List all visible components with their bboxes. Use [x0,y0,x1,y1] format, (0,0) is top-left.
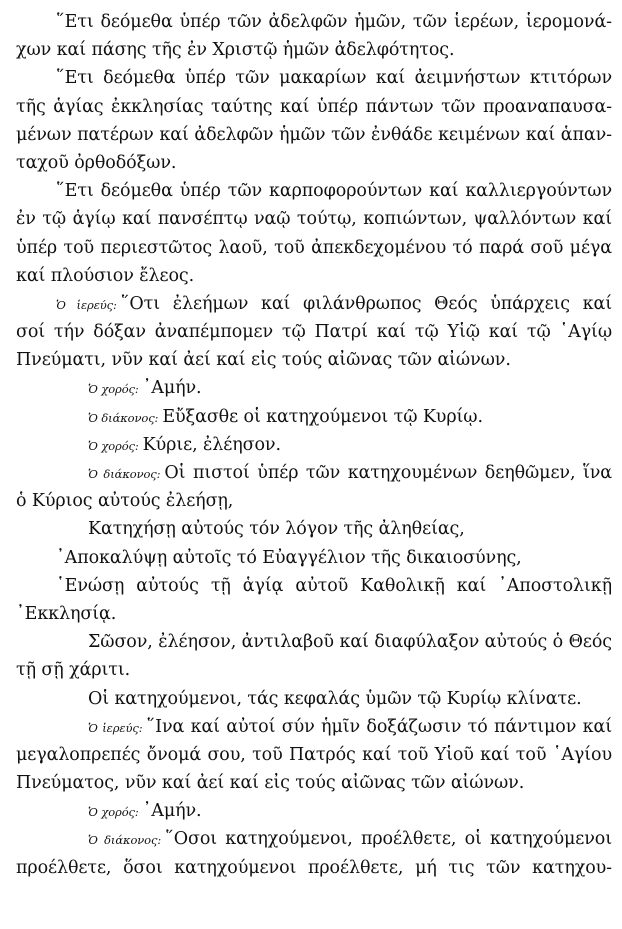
text-line: χων καί πάσης τῆς ἐν Χριστῷ ἡμῶν ἀδελφότητος. [16,40,455,61]
speaker-line [16,403,612,431]
speaker-line [16,431,612,459]
text-line: ταχοῦ ὀρθοδόξων. [16,152,177,173]
text-span: Εὔξασθε οἱ κατηχούμενοι τῷ Κυρίῳ. [162,406,483,427]
speaker-label: Ὁ χορός: [88,805,139,820]
text-line: ὑπέρ τοῦ περιεστῶτος λαοῦ, τοῦ ἀπεκδεχομένου τό παρά σοῦ μέγα [16,237,612,258]
text-line: προέλθετε, ὅσοι κατηχούμενοι προέλθετε, μή τις τῶν κατηχου- [16,857,612,878]
text-line: ᾿Εκκλησίᾳ. [16,603,117,624]
text-line: ῞Ετι δεόμεθα ὑπέρ τῶν μακαρίων καί ἀειμνήστων κτιτόρων [56,68,612,89]
text-line: ὁ Κύριος αὐτούς ἐλεήσῃ, [16,491,234,512]
text-line: Σῶσον, ἐλέησον, ἀντιλαβοῦ καί διαφύλαξον αὐτούς ὁ Θεός [88,632,612,653]
speaker-line [16,459,612,487]
speaker-label: Ὁ ἱερεύς: [88,720,143,735]
text-line: ἐν τῷ ἁγίῳ καί πανσέπτῳ ναῷ τούτῳ, κοπιώντων, ψαλλόντων καί [16,209,612,230]
speaker-label: Ὁ χορός: [88,382,139,397]
text-span: ῞Οτι ἐλεήμων καί φιλάνθρωπος Θεός ὑπάρχεις καί [120,293,612,314]
text-line: τῇ σῇ χάριτι. [16,660,131,681]
text-span: ῞Ινα καί αὐτοί σύν ἡμῖν δοξάζωσιν τό πάντιμον καί [146,716,612,737]
text-span: Οἱ πιστοί ὑπέρ τῶν κατηχουμένων δεηθῶμεν, ἵνα [164,463,612,483]
speaker-line [16,290,612,318]
text-span: Κύριε, ἐλέησον. [142,434,281,455]
speaker-label: Ὁ διάκονος: [88,833,162,848]
text-line: ῞Ετι δεόμεθα ὑπέρ τῶν καρποφορούντων καί καλλιεργούντων [56,181,612,202]
text-line: μεγαλοπρεπές ὄνομά σου, τοῦ Πατρός καί τοῦ Υἱοῦ καί τοῦ ῾Αγίου [16,744,612,765]
text-line: καί πλούσιον ἔλεος. [16,265,195,286]
text-line: Οἱ κατηχούμενοι, τάς κεφαλάς ὑμῶν τῷ Κυρίῳ κλίνατε. [88,688,582,709]
speaker-label: Ὁ διάκονος: [88,410,159,425]
speaker-label: Ὁ χορός: [88,438,139,453]
speaker-line [16,374,612,402]
text-line: ῾Ενώσῃ αὐτούς τῇ ἁγίᾳ αὐτοῦ Καθολικῇ καί ᾿Αποστολικῇ [56,575,612,596]
text-line: Πνεύματι, νῦν καί ἀεί καί εἰς τούς αἰῶνας τῶν αἰώνων. [16,350,511,371]
speaker-line [16,825,612,853]
text-line: Πνεύματος, νῦν καί ἀεί καί εἰς τούς αἰῶνας τῶν αἰώνων. [16,773,525,794]
text-line: σοί τήν δόξαν ἀναπέμπομεν τῷ Πατρί καί τῷ Υἱῷ καί τῷ ῾Αγίῳ [16,322,612,343]
speaker-line [16,797,612,825]
text-span: ᾿Αμήν. [142,801,202,822]
speaker-line [16,713,612,741]
text-line: Κατηχήσῃ αὐτούς τόν λόγον τῆς ἀληθείας, [88,519,465,540]
text-line: μένων πατέρων καί ἀδελφῶν ἡμῶν τῶν ἐνθάδε κειμένων καί ἁπαν- [16,124,612,145]
text-span: ᾿Αμήν. [142,378,202,399]
text-line: ᾿Αποκαλύψῃ αὐτοῖς τό Εὐαγγέλιον τῆς δικαιοσύνης, [56,547,522,568]
text-span: ῞Οσοι κατηχούμενοι, προέλθετε, οἱ κατηχούμενοι [165,829,612,850]
text-line: τῆς ἁγίας ἐκκλησίας ταύτης καί ὑπέρ πάντων τῶν προαναπαυσα- [16,96,612,117]
text-line: ῞Ετι δεόμεθα ὑπέρ τῶν ἀδελφῶν ἡμῶν, τῶν ἱερέων, ἱερομονά- [56,12,612,32]
speaker-label: Ὁ διάκονος: [88,467,161,481]
speaker-label: Ὁ ἱερεύς: [56,297,117,312]
